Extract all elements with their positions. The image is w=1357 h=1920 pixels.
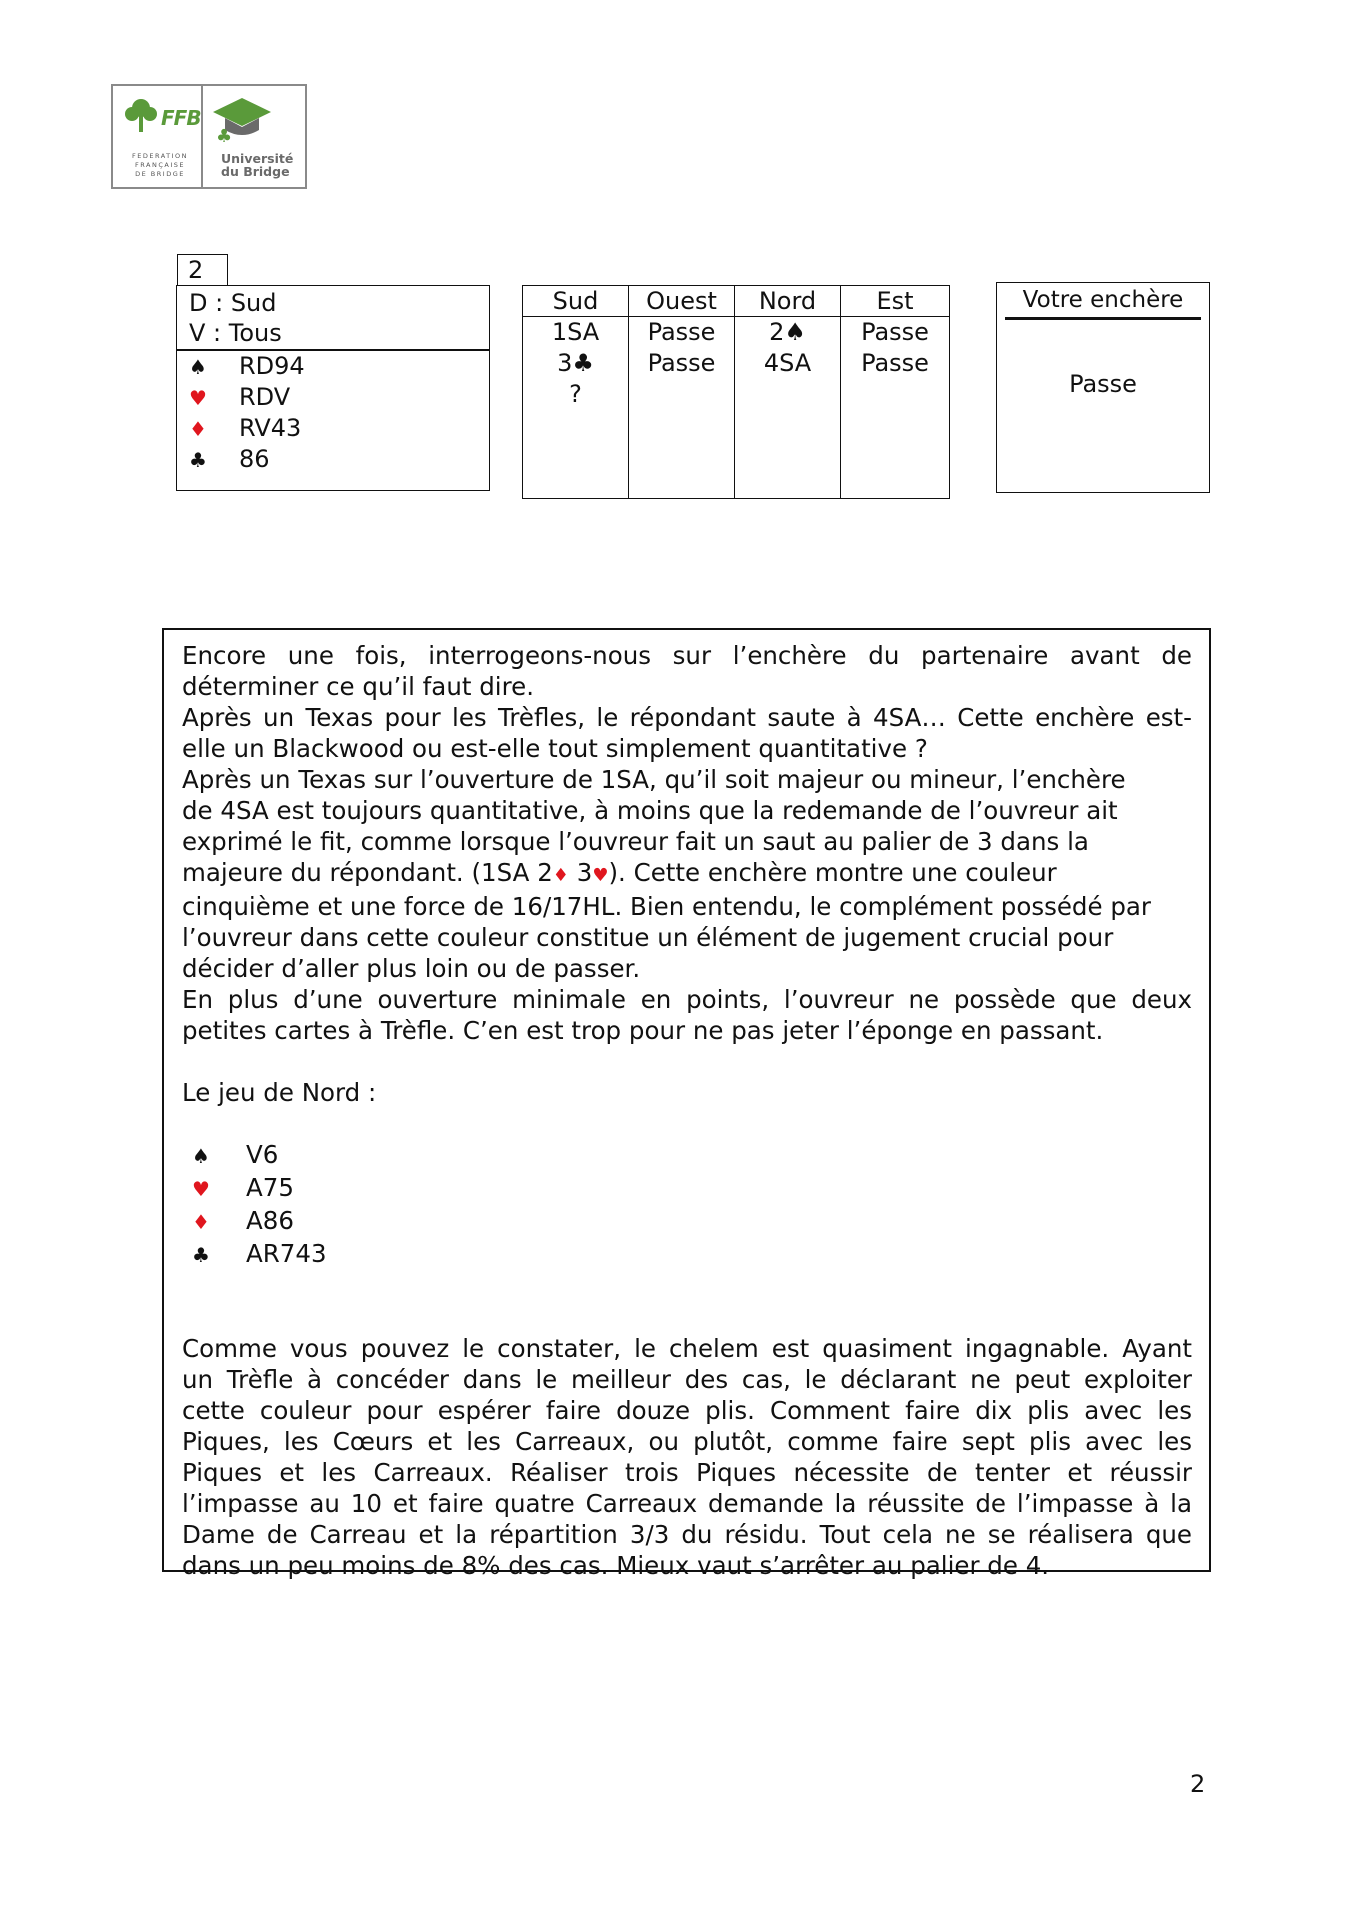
south-hand-box <box>176 285 490 491</box>
comment-line: cinquième et une force de 16/17HL. Bien entendu, le complément possédé par <box>182 892 1151 921</box>
auction-table <box>522 285 950 499</box>
comment-line: décider d’aller plus loin ou de passer. <box>182 954 641 983</box>
comment-line: Dame de Carreau et la répartition 3/3 du résidu. Tout cela ne se réalisera que <box>182 1520 1192 1549</box>
heart-icon: ♥ <box>592 865 609 886</box>
north-row-spades: ♠ V6 <box>182 1139 1192 1172</box>
svg-text:♣: ♣ <box>216 126 233 146</box>
heart-icon: ♥ <box>192 1177 210 1201</box>
comment-line: un Trèfle à concéder dans le meilleur des cas, le déclarant ne peut exploiter <box>182 1365 1192 1394</box>
auction-bid: ? <box>569 380 582 408</box>
comment-line: Après un Texas sur l’ouverture de 1SA, qu’il soit majeur ou mineur, l’enchère <box>182 765 1126 794</box>
graduation-cap-icon <box>211 96 273 146</box>
north-hand-title: Le jeu de Nord : <box>182 1078 377 1107</box>
comment-line: dans un peu moins de 8% des cas. Mieux vaut s’arrêter au palier de 4. <box>182 1551 1050 1580</box>
comment-box <box>162 628 1211 1580</box>
ffb-sub-line: FRANÇAISE <box>135 161 185 169</box>
north-row-diamonds: ♦ A86 <box>182 1205 1192 1238</box>
auction-column-sud <box>523 286 629 498</box>
comment-line: l’impasse au 10 et faire quatre Carreaux demande la réussite de l’impasse à la <box>182 1489 1192 1518</box>
auction-bid: Passe <box>647 349 716 377</box>
comment-line: En plus d’une ouverture minimale en points, l’ouvreur ne possède que deux <box>182 985 1192 1014</box>
comment-line: de 4SA est toujours quantitative, à moins que la redemande de l’ouvreur ait <box>182 796 1118 825</box>
logo <box>111 84 307 189</box>
comment-line: Comme vous pouvez le constater, le chelem est quasiment ingagnable. Ayant <box>182 1334 1192 1363</box>
page-number: 2 <box>1190 1770 1206 1798</box>
comment-line: Piques, les Cœurs et les Carreaux, ou plutôt, comme faire sept plis avec les <box>182 1427 1192 1456</box>
north-row-hearts: ♥ A75 <box>182 1172 1192 1205</box>
comment-line: Piques et les Carreaux. Réaliser trois Piques nécessite de tenter et réussir <box>182 1458 1192 1487</box>
board-number: 2 <box>177 254 228 286</box>
hand-cards: RD94 <box>239 352 305 380</box>
diamond-icon: ♦ <box>192 1210 210 1234</box>
ffb-sub-line: DE BRIDGE <box>135 170 185 178</box>
comment-line: cette couleur pour espérer faire douze plis. Comment faire dix plis avec les <box>182 1396 1192 1425</box>
diamond-icon: ♦ <box>552 865 569 886</box>
comment-line: exprimé le fit, comme lorsque l’ouvreur fait un saut au palier de 3 dans la <box>182 827 1089 856</box>
hand-row-spades <box>189 351 305 382</box>
auction-header: Ouest <box>629 286 734 317</box>
ffb-logo-text: FFB <box>161 106 201 130</box>
north-row-clubs: ♣ AR743 <box>182 1238 1192 1271</box>
hand-cards: 86 <box>239 445 270 473</box>
comment-line: l’ouvreur dans cette couleur constitue un élément de jugement crucial pour <box>182 923 1114 952</box>
auction-column-est <box>841 286 949 498</box>
answer-title: Votre enchère <box>1005 283 1201 320</box>
comment-line: Après un Texas pour les Trèfles, le répondant saute à 4SA… Cette enchère est- <box>182 703 1192 732</box>
comment-line: déterminer ce qu’il faut dire. <box>182 672 534 701</box>
club-icon: ♣ <box>192 1243 210 1267</box>
auction-bid: Passe <box>647 318 716 346</box>
auction-header: Nord <box>735 286 840 317</box>
heart-icon: ♥ <box>189 386 207 410</box>
universite-du-bridge-text: Université du Bridge <box>221 151 294 179</box>
auction-header: Est <box>841 286 949 317</box>
auction-column-ouest <box>629 286 735 498</box>
auction-column-nord <box>735 286 841 498</box>
north-hand <box>182 1139 1192 1271</box>
spade-icon: ♠ <box>192 1144 210 1168</box>
diamond-icon: ♦ <box>189 417 207 441</box>
answer-box <box>996 282 1210 493</box>
comment-line: Encore une fois, interrogeons-nous sur l’enchère du partenaire avant de <box>182 641 1192 670</box>
auction-bid: 4SA <box>763 349 812 377</box>
comment-line: elle un Blackwood ou est-elle tout simplement quantitative ? <box>182 734 928 763</box>
comment-line: majeure du répondant. (1SA 2♦ 3♥). Cette enchère montre une couleur <box>182 858 1057 887</box>
club-icon: ♣ <box>189 448 207 472</box>
ffb-sub-line: FEDERATION <box>131 152 189 160</box>
hand-row-hearts <box>189 382 290 413</box>
auction-bid: 2♠ <box>769 318 806 346</box>
auction-bid: Passe <box>861 318 929 346</box>
hand-row-clubs <box>189 444 270 475</box>
hand-cards: RDV <box>239 383 291 411</box>
auction-bid: Passe <box>861 349 929 377</box>
auction-bid: 3♣ <box>557 349 594 377</box>
hand-cards: RV43 <box>239 414 302 442</box>
ffb-tree-icon <box>121 96 161 136</box>
dealer: D : Sud <box>189 289 277 317</box>
hand-row-diamonds <box>189 413 301 444</box>
auction-bid: 1SA <box>551 318 600 346</box>
answer-value: Passe <box>1069 370 1137 398</box>
comment-line: petites cartes à Trèfle. C’en est trop pour ne pas jeter l’éponge en passant. <box>182 1016 1104 1045</box>
vulnerability: V : Tous <box>189 319 282 347</box>
auction-header: Sud <box>523 286 628 317</box>
spade-icon: ♠ <box>189 355 207 379</box>
